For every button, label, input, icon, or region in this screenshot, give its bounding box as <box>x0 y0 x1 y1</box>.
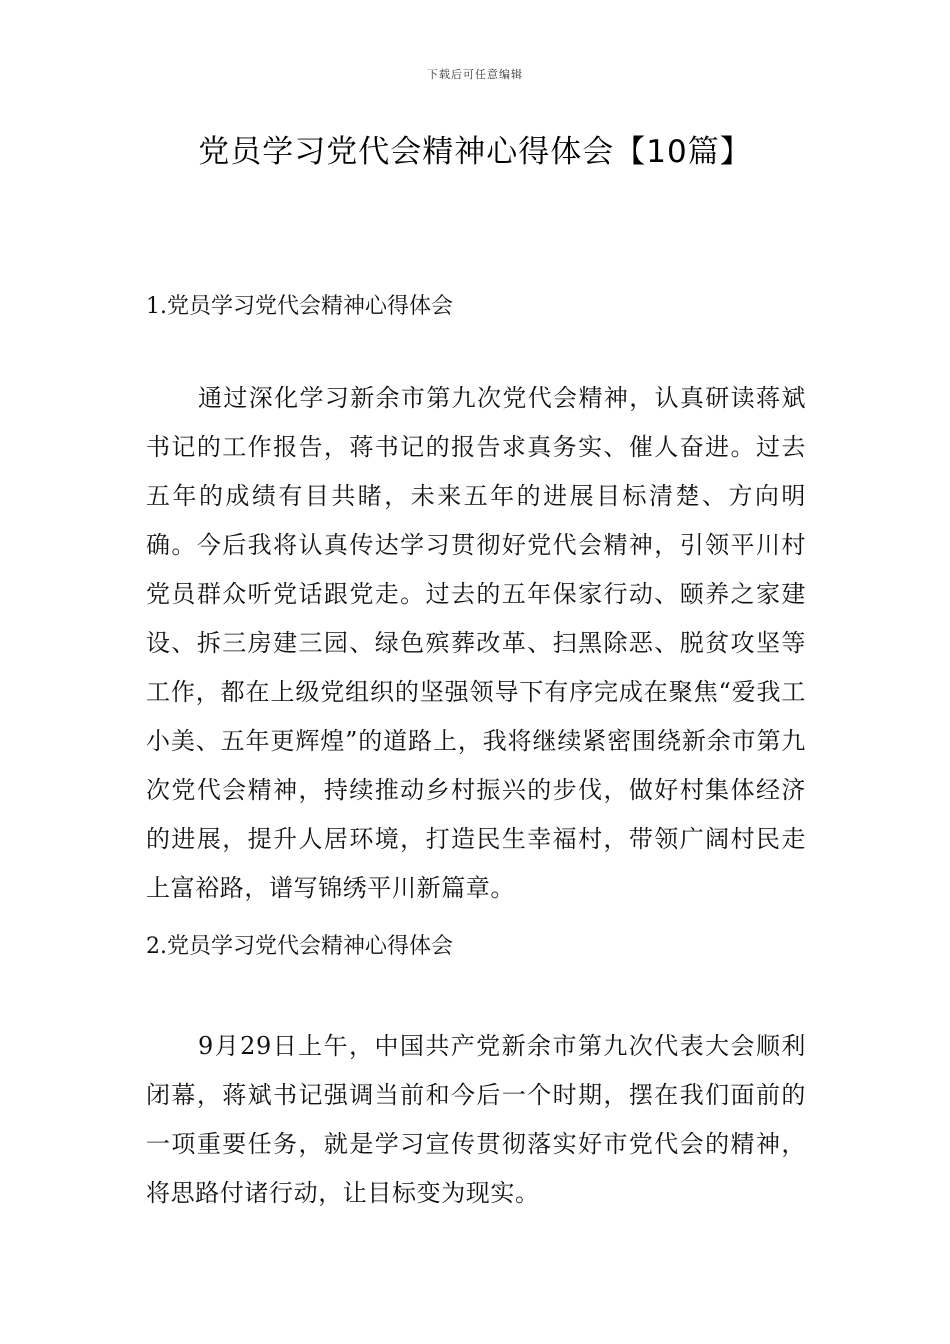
section-1-heading: 1.党员学习党代会精神心得体会 <box>146 294 453 319</box>
document-title: 党员学习党代会精神心得体会【10篇】 <box>198 134 752 170</box>
header-note: 下载后可任意编辑 <box>427 68 523 81</box>
section-2-heading: 2.党员学习党代会精神心得体会 <box>146 934 453 959</box>
section-1-paragraph: 通过深化学习新余市第九次党代会精神，认真研读蒋斌书记的工作报告，蒋书记的报告求真务实、催人奋进。过去五年的成绩有目共睹，未来五年的进展目标清楚、方向明确。今后我将认真传达学习贯彻好党代会精神，引领平川村党员群众听党话跟党走。过去的五年保家行动、颐养之家建设、拆三房建三园、绿色殡葬改革、扫黑除恶、脱贫攻坚等工作，都在上级党组织的坚强领导下有序完成在聚焦“爱我工小美、五年更辉煌”的道路上，我将继续紧密围绕新余市第九次党代会精神，持续推动乡村振兴的步伐，做好村集体经济的进展，提升人居环境，打造民生幸福村，带领广阔村民走上富裕路，谱写锦绣平川新篇章。 <box>146 384 806 902</box>
section-2-paragraph: 9月29日上午，中国共产党新余市第九次代表大会顺利闭幕，蒋斌书记强调当前和今后一个时期，摆在我们面前的一项重要任务，就是学习宣传贯彻落实好市党代会的精神，将思路付诸行动，让目标变为现实。 <box>146 1032 806 1207</box>
